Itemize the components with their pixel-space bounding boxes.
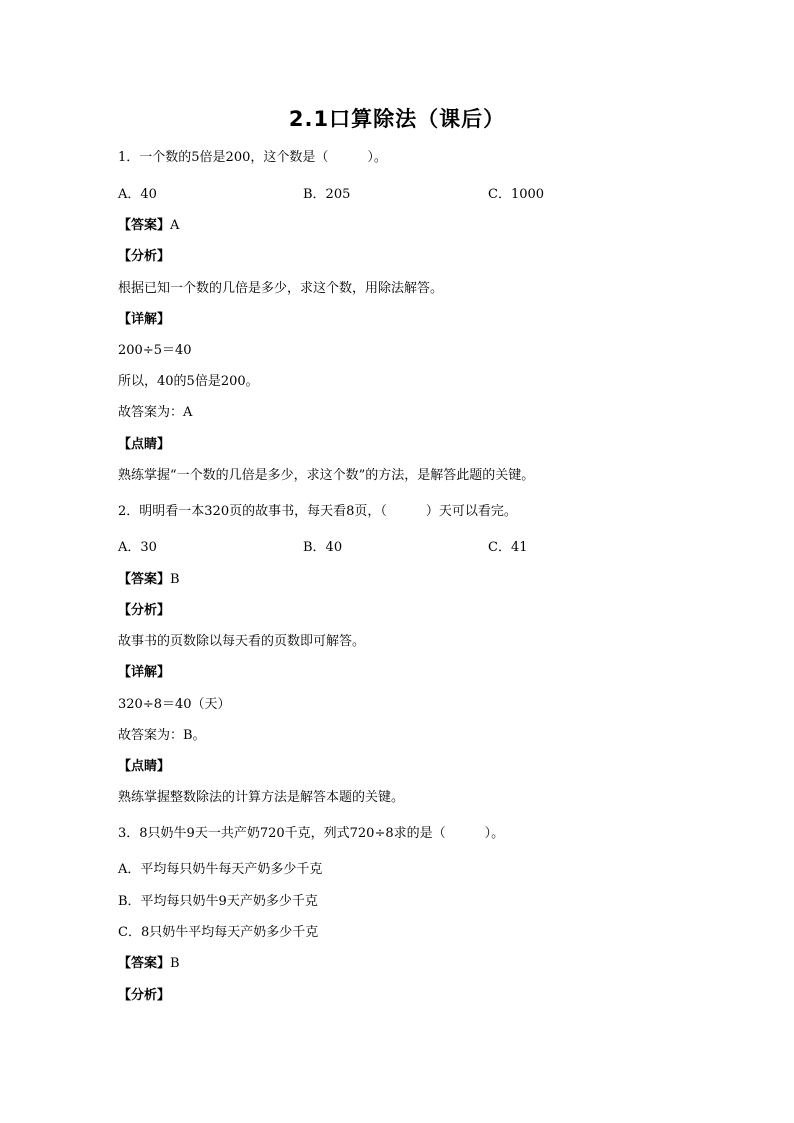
q3-option-a: A．平均每只奶牛每天产奶多少千克 (118, 862, 323, 877)
q2-analysis-tag: 【分析】 (118, 603, 171, 618)
q2-answer (118, 572, 180, 588)
answer-tag: 【答案】 (118, 572, 171, 587)
q1-detail-tag: 【详解】 (118, 312, 171, 327)
q2-analysis-text: 故事书的页数除以每天看的页数即可解答。 (118, 634, 366, 649)
q1-comment-text: 熟练掌握“一个数的几倍是多少，求这个数”的方法，是解答此题的关键。 (118, 468, 535, 483)
q1-answer (118, 218, 179, 234)
q2-detail-line: 320÷8＝40（天） (118, 697, 231, 712)
q2-detail-tag: 【详解】 (118, 665, 171, 680)
q3-option-c: C．8只奶牛平均每天产奶多少千克 (118, 925, 319, 940)
q1-option-a: A．40 (118, 187, 157, 202)
q1-detail-line: 200÷5＝40 (118, 343, 192, 358)
q1-comment-tag: 【点睛】 (118, 437, 171, 452)
q1-stem: 1．一个数的5倍是200，这个数是（ ）。 (118, 150, 387, 165)
q3-analysis-tag: 【分析】 (118, 988, 171, 1003)
q2-detail-line: 故答案为：B。 (118, 728, 206, 743)
q2-comment-text: 熟练掌握整数除法的计算方法是解答本题的关键。 (118, 790, 405, 805)
page-title: 2.1口算除法（课后） (288, 107, 506, 131)
answer-value: B (170, 956, 180, 971)
q2-option-c: C．41 (488, 540, 528, 555)
q3-option-b: B．平均每只奶牛9天产奶多少千克 (118, 894, 318, 909)
q3-stem: 3．8只奶牛9天一共产奶720千克，列式720÷8求的是（ ）。 (118, 826, 505, 841)
q2-option-b: B．40 (303, 540, 343, 555)
answer-value: A (170, 218, 180, 233)
q1-option-b: B．205 (303, 187, 351, 202)
q1-detail-line: 故答案为：A (118, 405, 193, 420)
answer-tag: 【答案】 (118, 218, 171, 233)
q1-analysis-tag: 【分析】 (118, 249, 171, 264)
q2-comment-tag: 【点睛】 (118, 759, 171, 774)
q1-analysis-text: 根据已知一个数的几倍是多少，求这个数，用除法解答。 (118, 281, 444, 296)
q1-detail-line: 所以，40的5倍是200。 (118, 374, 259, 389)
answer-tag: 【答案】 (118, 956, 171, 971)
q3-answer (118, 956, 180, 972)
q2-stem: 2．明明看一本320页的故事书，每天看8页，（ ）天可以看完。 (118, 504, 517, 519)
q2-option-a: A．30 (118, 540, 157, 555)
answer-value: B (170, 572, 180, 587)
q1-option-c: C．1000 (488, 187, 545, 202)
